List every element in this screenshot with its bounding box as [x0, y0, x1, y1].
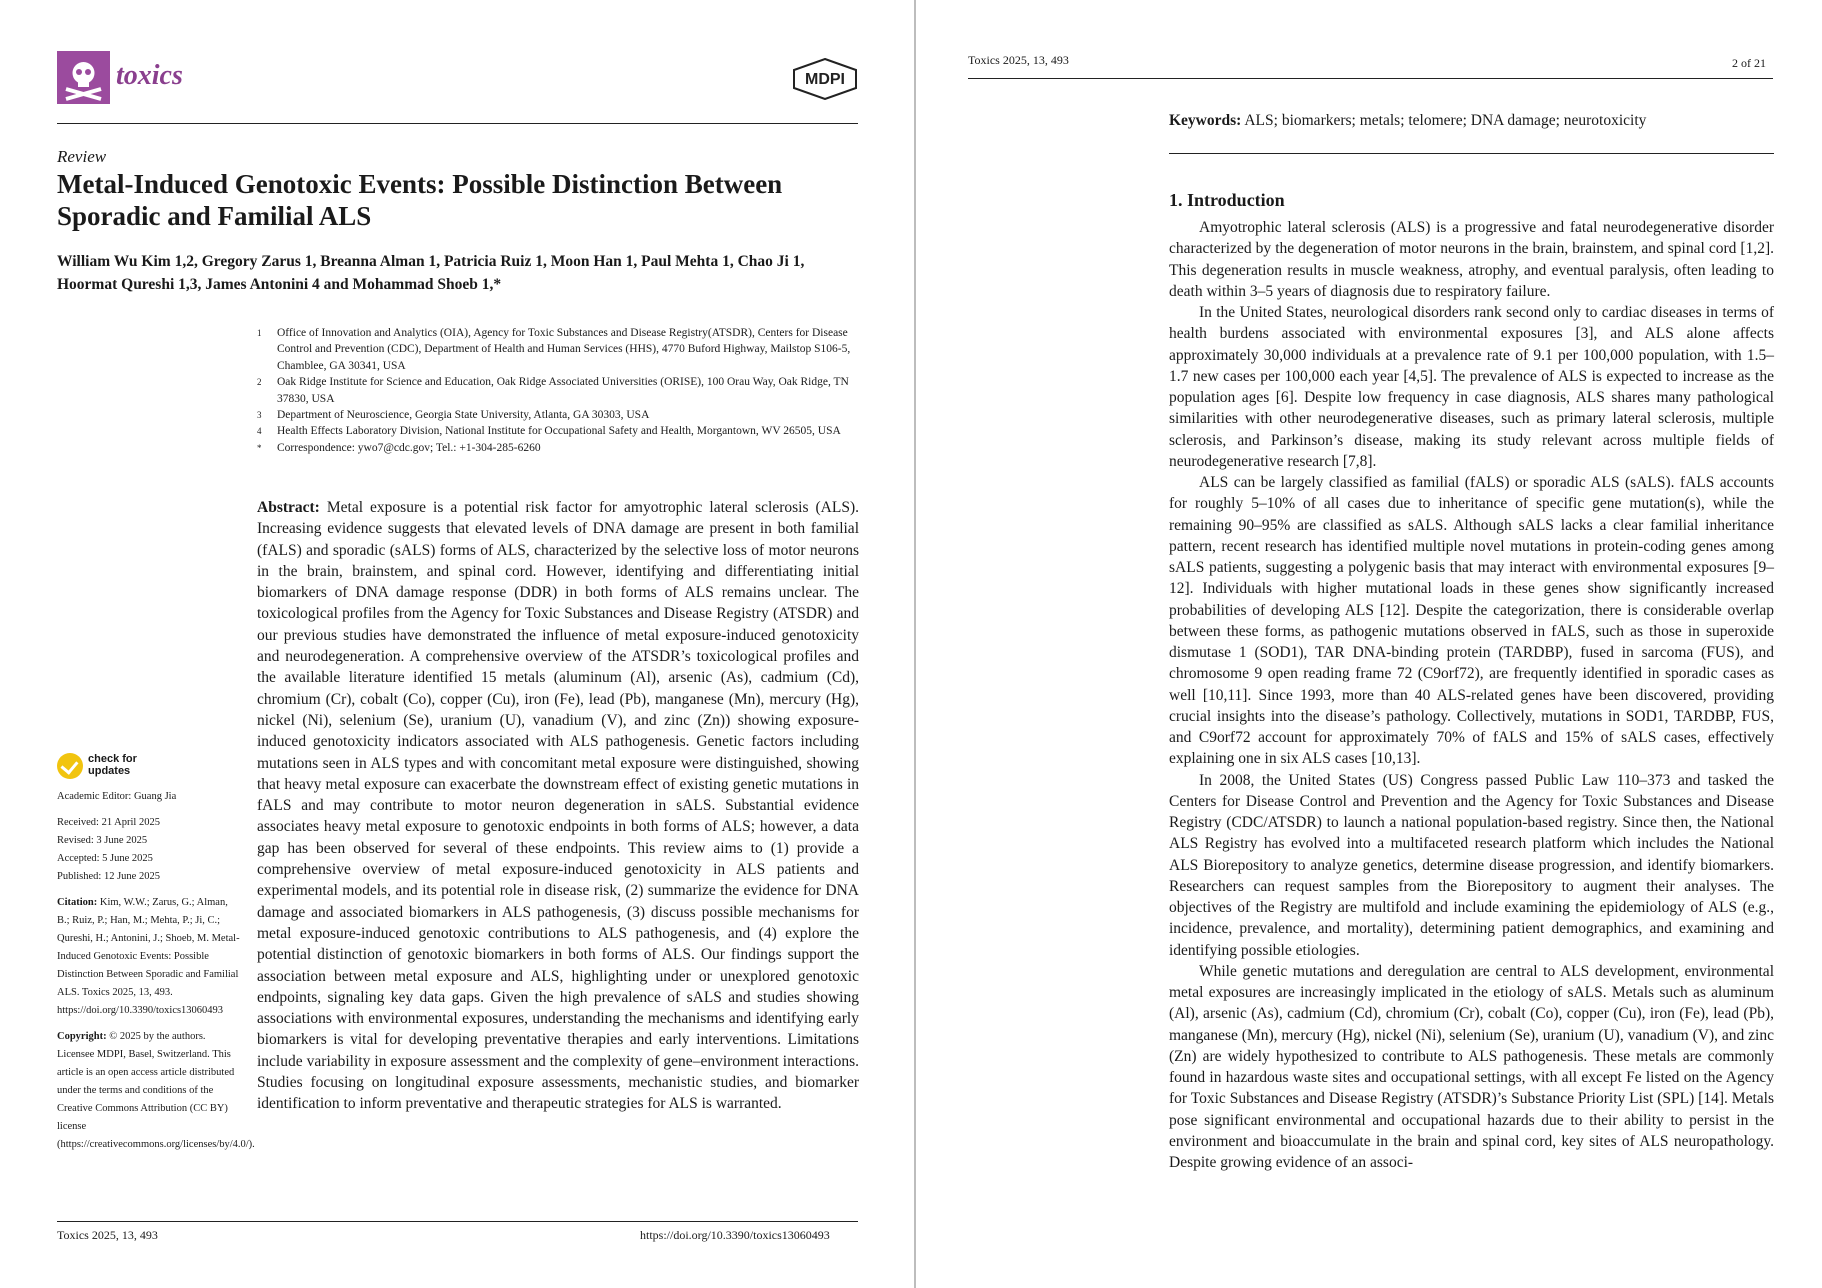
paragraph: In 2008, the United States (US) Congress passed Public Law 110–373 and tasked the Centers for Disease Control and Prevention and the Agency for Toxic Substances and Disease Registry (CDC/ATSDR) to launch a national population-based registry. Since then, the National ALS Registry has evolved into a multifaceted research platform which includes the National ALS Biorepository to analyze genetics, determine disease progression, and identify biomarkers. Researchers can request samples from the Biorepository to augment their analyses. The objectives of the Registry are multifold and include examining the epidemiology of ALS (e.g., incidence, prevalence, and mortality), determining patient demographics, and examining and identifying possible etiologies.	[1169, 771, 1774, 959]
affiliations	[257, 325, 862, 456]
abstract	[257, 497, 859, 1115]
authors-line-2: Hoormat Qureshi 1,3, James Antonini 4 and Mohammad Shoeb 1,*	[57, 276, 502, 293]
published-date: Published: 12 June 2025	[57, 871, 160, 882]
paragraph: While genetic mutations and deregulation are central to ALS development, environmental metal exposures are increasingly implicated in the etiology of sALS. Metals such as aluminum (Al), arsenic (As), cadmium (Cd), chromium (Cr), cobalt (Co), copper (Cu), iron (Fe), lead (Pb), manganese (Mn), mercury (Hg), nickel (Ni), selenium (Se), uranium (U), vanadium (V), and zinc (Zn) are widely hypothesized to contribute to ALS pathogenesis. These metals are commonly found in hazardous waste sites and occupational settings, with all except Fe listed on the Agency for Toxic Substances and Disease Registry (ATSDR)’s Substance Priority List (SPL) [14]. Metals pose significant environmental and occupational hazards due to their ability to persist in the environment and bioaccumulate in the brain and spinal cord, key sites of ALS neuropathology. Despite growing evidence of an associ-	[1169, 962, 1774, 1171]
citation: Citation: Kim, W.W.; Zarus, G.; Alman, B.; Ruiz, P.; Han, M.; Mehta, P.; Ji, C.; Qureshi, H.; Antonini, J.; Shoeb, M. Metal-Induced Genotoxic Events: Possible Distinction Between Sporadic and Familial ALS. Toxics 2025, 13, 493. https://doi.org/10.3390/toxics13060493	[57, 897, 240, 1016]
affiliation-1: 1 Office of Innovation and Analytics (OIA), Agency for Toxic Substances and Disease Registry(ATSDR), Centers for Disease Control and Prevention (CDC), Department of Health and Human Services (HHS), 4770 Buford Highway, Mailstop S106-5, Chamblee, GA 30341, USA	[257, 327, 851, 372]
section-title: 1. Introduction	[1169, 190, 1285, 210]
article-title: Metal-Induced Genotoxic Events: Possible Distinction Between Sporadic and Familial ALS	[57, 169, 783, 231]
journal-name: toxics	[116, 60, 183, 91]
footer-doi-link[interactable]: https://doi.org/10.3390/toxics13060493	[640, 1228, 830, 1242]
abstract-text: Metal exposure is a potential risk factor for amyotrophic lateral sclerosis (ALS). Increasing evidence suggests that elevated levels of DNA damage are present in both familial (fALS) and sporadic (sALS) forms of ALS, characterized by the selective loss of motor neurons in the brain, brainstem, and spinal cord. However, identifying and differentiating initial biomarkers of DNA damage response (DDR) in both forms of ALS remains unclear. The toxicological profiles from the Agency for Toxic Substances and Disease Registry (ATSDR) and our previous studies have demonstrated the influence of metal exposure-induced genotoxicity and neurodegeneration. A comprehensive overview of the ATSDR’s toxicological profiles and the available literature identified 15 metals (aluminum (Al), arsenic (As), cadmium (Cd), chromium (Cr), cobalt (Co), copper (Cu), iron (Fe), lead (Pb), manganese (Mn), mercury (Hg), nickel (Ni), selenium (Se), uranium (U), vanadium (V), and zinc (Zn)) showing exposure-induced genotoxicity indicators associated with ALS pathogenesis. Genetic factors including mutations seen in ALS types and with concomitant metal exposure were distinguished, showing that heavy metal exposure can exacerbate the downstream effect of existing genetic mutations in fALS and may contribute to motor neuron degeneration in sALS. Substantial evidence associates heavy metal exposure to genotoxic endpoints in both forms of ALS; however, a data gap has been observed for several of these endpoints. This review aims to (1) provide a comprehensive overview of metal exposure-induced genotoxicity in ALS patients and experimental models, and its potential role in disease risk, (2) summarize the evidence for DNA damage and associated biomarkers in ALS pathogenesis, (3) discuss possible mechanisms for metal exposure-induced genotoxic contributions to ALS pathogenesis, and (4) explore the potential distinction of genotoxic biomarkers in both forms of ALS. Our findings support the association between metal exposure and ALS, highlighting under or unexplored genotoxic endpoints, signaling key data gaps. Given the high prevalence of sALS and studies showing associations with environmental exposures, understanding the mechanisms and identifying early biomarkers is vital for developing preventative therapies and early interventions. Limitations include variability in exposure assessment and the complexity of gene–environment interactions. Studies focusing on longitudinal exposure assessments, mechanistic studies, and biomarker identification to inform preventative and therapeutic strategies for ALS is warranted.	[257, 499, 860, 1113]
accepted-date: Accepted: 5 June 2025	[57, 853, 153, 864]
running-head: Toxics 2025, 13, 493	[968, 53, 1069, 67]
check-for-updates-label[interactable]: check for updates	[88, 753, 137, 777]
introduction-body	[1169, 217, 1774, 1173]
affiliation-2: 2 Oak Ridge Institute for Science and Education, Oak Ridge Associated Universities (ORISE), 100 Orau Way, Oak Ridge, TN 37830, USA	[257, 376, 849, 405]
toxics-logo-icon	[57, 51, 110, 104]
header-rule	[968, 78, 1773, 79]
affiliation-4: 4 Health Effects Laboratory Division, National Institute for Occupational Safety and Health, Morgantown, WV 26505, USA	[257, 425, 841, 438]
footer-rule	[57, 1221, 858, 1222]
received-date: Received: 21 April 2025	[57, 817, 160, 828]
check-for-updates-icon[interactable]	[57, 753, 83, 779]
paragraph: In the United States, neurological disorders rank second only to cardiac diseases in terms of health burdens associated with environmental exposures [3], and ALS alone affects approximately 30,000 individuals at a prevalence rate of 9.1 per 100,000 population, with 1.5–1.7 new cases per 100,000 each year [4,5]. The prevalence of ALS is expected to increase as the population ages [6]. Despite low frequency in case diagnosis, ALS shares many pathological similarities with other neurodegenerative diseases, such as primary lateral sclerosis, multiple sclerosis, and Parkinson’s disease, making its study relevant across multiple fields of neurodegenerative research [7,8].	[1169, 304, 1774, 470]
footer-journal-ref: Toxics 2025, 13, 493	[57, 1228, 158, 1242]
keywords: Keywords: ALS; biomarkers; metals; telomere; DNA damage; neurotoxicity	[1169, 112, 1647, 129]
page-2	[916, 0, 1822, 1288]
keywords-rule	[1169, 153, 1774, 154]
abstract-label: Abstract:	[257, 499, 320, 516]
academic-editor: Academic Editor: Guang Jia	[57, 791, 177, 802]
mdpi-logo	[790, 58, 860, 100]
authors-line-1: William Wu Kim 1,2, Gregory Zarus 1, Breanna Alman 1, Patricia Ruiz 1, Moon Han 1, Paul Mehta 1, Chao Ji 1,	[57, 253, 805, 270]
paragraph: ALS can be largely classified as familial (fALS) or sporadic ALS (sALS). fALS accounts for roughly 5–10% of all cases due to inheritance of specific gene mutation(s), while the remaining 90–95% are classified as sALS. Although sALS lacks a clear familial inheritance pattern, recent research has identified multiple novel mutations in protein-coding genes among sALS patients, suggesting a polygenic basis that may interact with environmental exposures [9–12]. Individuals with higher mutational loads in these genes show significantly increased probabilities of developing ALS [12]. Despite the categorization, there is considerable overlap between these forms, as pathogenic mutations observed in fALS, such as those in superoxide dismutase 1 (SOD1), TAR DNA-binding protein (TARDBP), fused in sarcoma (FUS), and chromosome 9 open reading frame 72 (C9orf72), are frequently identified in sporadic cases as well [10,11]. Since 1993, more than 40 ALS-related genes have been discovered, providing crucial insights into the disease’s pathology. Collectively, mutations in SOD1, TARDBP, FUS, and C9orf72 account for approximately 70% of fALS and 15% of sALS cases, effectively explaining one in six ALS cases [10,13].	[1169, 474, 1774, 768]
author-list	[57, 250, 877, 296]
article-info-sidebar	[57, 788, 255, 1162]
header-rule	[57, 123, 858, 124]
paragraph: Amyotrophic lateral sclerosis (ALS) is a progressive and fatal neurodegenerative disorder characterized by the degeneration of motor neurons in the brain, brainstem, and spinal cord [1,2]. This degeneration results in muscle weakness, atrophy, and eventual paralysis, often leading to death within 3–5 years of diagnosis due to respiratory failure.	[1169, 219, 1774, 300]
page-number: 2 of 21	[1732, 56, 1766, 70]
affiliation-3: 3 Department of Neuroscience, Georgia State University, Atlanta, GA 30303, USA	[257, 409, 650, 422]
copyright: Copyright: © 2025 by the authors. Licensee MDPI, Basel, Switzerland. This article is an open access article distributed under the terms and conditions of the Creative Commons Attribution (CC BY) license (https://creativecommons.org/licenses/by/4.0/).	[57, 1031, 255, 1150]
correspondence: * Correspondence: ywo7@cdc.gov; Tel.: +1-304-285-6260	[257, 441, 541, 454]
article-type: Review	[57, 147, 107, 166]
revised-date: Revised: 3 June 2025	[57, 835, 148, 846]
svg-text:MDPI: MDPI	[805, 71, 845, 88]
